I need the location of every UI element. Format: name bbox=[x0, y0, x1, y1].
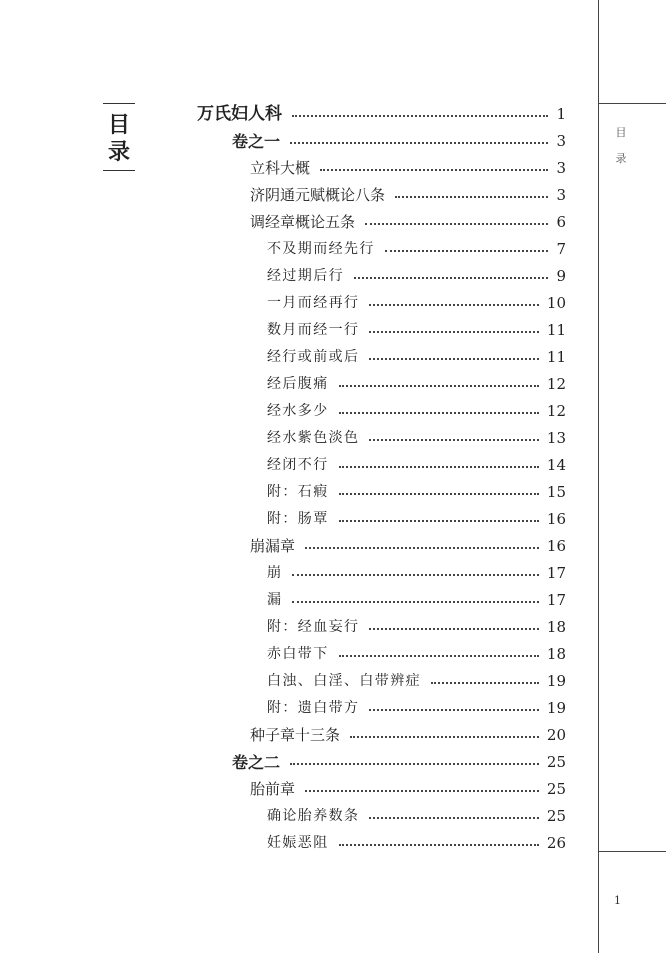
toc-entry-title: 附：经血妄行 bbox=[267, 619, 360, 635]
toc-entry-page: 3 bbox=[556, 186, 566, 204]
toc-entry-title: 崩 bbox=[267, 565, 283, 581]
toc-entry[interactable] bbox=[0, 371, 598, 398]
toc-entry[interactable] bbox=[0, 290, 598, 317]
toc-entry-title: 万氏妇人科 bbox=[197, 104, 282, 124]
toc-entry-page: 3 bbox=[556, 159, 566, 177]
toc-entry-note: 概论八条 bbox=[325, 186, 386, 204]
dot-leader bbox=[365, 223, 548, 225]
toc-entry-page: 13 bbox=[546, 429, 566, 447]
margin-label-char-2: 录 bbox=[615, 152, 627, 165]
toc-entry-title: 卷之二 bbox=[232, 753, 281, 772]
toc-entry-page: 25 bbox=[546, 780, 566, 798]
toc-entry-page: 18 bbox=[546, 618, 566, 636]
dot-leader bbox=[369, 358, 539, 360]
dot-leader bbox=[395, 196, 548, 198]
toc-entry-title: 卷之一 bbox=[232, 132, 281, 151]
toc-entry[interactable] bbox=[0, 425, 598, 452]
vertical-title-char-1: 目 bbox=[107, 112, 130, 138]
toc-entry[interactable] bbox=[0, 641, 598, 668]
dot-leader bbox=[292, 574, 539, 576]
dot-leader bbox=[290, 142, 548, 144]
margin-bottom-rule bbox=[598, 851, 666, 852]
dot-leader bbox=[369, 304, 539, 306]
toc-entry[interactable] bbox=[0, 776, 598, 803]
toc-entry-page: 19 bbox=[546, 699, 566, 717]
toc-entry[interactable] bbox=[0, 101, 598, 128]
toc-entry[interactable] bbox=[0, 722, 598, 749]
dot-leader bbox=[339, 493, 539, 495]
toc-entry-page: 11 bbox=[546, 348, 566, 366]
margin-label-char-1: 目 bbox=[615, 126, 627, 139]
toc-entry[interactable] bbox=[0, 317, 598, 344]
toc-entry[interactable] bbox=[0, 128, 598, 155]
toc-entry-page: 9 bbox=[556, 267, 566, 285]
toc-entry[interactable] bbox=[0, 155, 598, 182]
toc-entry-title: 数月而经一行 bbox=[267, 322, 360, 338]
dot-leader bbox=[339, 844, 539, 846]
dot-leader bbox=[369, 331, 539, 333]
toc-entry-title: 妊娠恶阻 bbox=[267, 835, 329, 851]
toc-entry-title: 经水紫色淡色 bbox=[267, 430, 360, 446]
dot-leader bbox=[350, 736, 539, 738]
dot-leader bbox=[305, 547, 539, 549]
toc-entry-title: 调经章 bbox=[250, 213, 296, 231]
toc-entry-page: 14 bbox=[546, 456, 566, 474]
dot-leader bbox=[354, 277, 548, 279]
toc-entry-page: 25 bbox=[546, 753, 566, 771]
dot-leader bbox=[339, 385, 539, 387]
page-number: 1 bbox=[614, 894, 621, 907]
toc-entry-title: 附：石瘕 bbox=[267, 484, 329, 500]
toc-entry-title: 漏 bbox=[267, 592, 283, 608]
margin-vertical-rule bbox=[598, 0, 599, 953]
dot-leader bbox=[320, 169, 548, 171]
vertical-title-char-2: 录 bbox=[107, 139, 130, 165]
toc-entry[interactable] bbox=[0, 614, 598, 641]
toc-entry-title: 经过期后行 bbox=[267, 268, 344, 284]
toc-entry-page: 26 bbox=[546, 834, 566, 852]
toc-entry-title: 经行或前或后 bbox=[267, 349, 360, 365]
toc-entry-page: 17 bbox=[546, 591, 566, 609]
toc-entry-page: 16 bbox=[546, 537, 566, 555]
toc-entry-page: 7 bbox=[556, 240, 566, 258]
toc-entry-page: 10 bbox=[546, 294, 566, 312]
toc-entry-title: 白浊、白淫、白带辨症 bbox=[267, 673, 421, 689]
dot-leader bbox=[385, 250, 548, 252]
toc-entry[interactable] bbox=[0, 182, 598, 209]
dot-leader bbox=[339, 655, 539, 657]
toc-entry-page: 15 bbox=[546, 483, 566, 501]
toc-entry[interactable] bbox=[0, 695, 598, 722]
toc-entry-note: 十三条 bbox=[295, 726, 341, 744]
toc-entry[interactable] bbox=[0, 209, 598, 236]
toc-entry[interactable] bbox=[0, 479, 598, 506]
toc-entry-title: 附：遗白带方 bbox=[267, 700, 360, 716]
toc-entry[interactable] bbox=[0, 533, 598, 560]
toc-entry-title: 经水多少 bbox=[267, 403, 329, 419]
toc-entry-page: 18 bbox=[546, 645, 566, 663]
toc-entry-page: 1 bbox=[556, 105, 566, 123]
toc-entry-page: 17 bbox=[546, 564, 566, 582]
toc-entry-title: 立科大概 bbox=[250, 159, 311, 177]
toc-entry-title: 济阴通元赋 bbox=[250, 186, 326, 204]
toc-entry-title: 经闭不行 bbox=[267, 457, 329, 473]
toc-entry-title: 确论胎养数条 bbox=[267, 808, 360, 824]
toc-entry-title: 崩漏章 bbox=[250, 537, 296, 555]
toc-entry[interactable] bbox=[0, 560, 598, 587]
toc-entry-page: 16 bbox=[546, 510, 566, 528]
dot-leader bbox=[339, 466, 539, 468]
toc-entry-page: 6 bbox=[556, 213, 566, 231]
margin-top-rule bbox=[598, 103, 666, 104]
toc-entry-page: 20 bbox=[546, 726, 566, 744]
toc-entry-page: 11 bbox=[546, 321, 566, 339]
toc-entry-title: 附：肠覃 bbox=[267, 511, 329, 527]
toc-entry-title: 胎前章 bbox=[250, 780, 296, 798]
toc-entry[interactable] bbox=[0, 236, 598, 263]
toc-entry-page: 12 bbox=[546, 402, 566, 420]
toc-entry-title: 种子章 bbox=[250, 726, 296, 744]
toc-entry[interactable] bbox=[0, 344, 598, 371]
toc-entry[interactable] bbox=[0, 803, 598, 830]
dot-leader bbox=[292, 601, 539, 603]
dot-leader bbox=[431, 682, 539, 684]
dot-leader bbox=[369, 709, 539, 711]
toc-entry-page: 19 bbox=[546, 672, 566, 690]
toc-entry-note: 概论五条 bbox=[295, 213, 356, 231]
dot-leader bbox=[339, 520, 539, 522]
toc-entry[interactable] bbox=[0, 263, 598, 290]
margin-label bbox=[614, 120, 628, 172]
dot-leader bbox=[290, 763, 539, 765]
dot-leader bbox=[339, 412, 539, 414]
dot-leader bbox=[292, 115, 548, 117]
toc-entry-title: 赤白带下 bbox=[267, 646, 329, 662]
toc-entry[interactable] bbox=[0, 749, 598, 776]
toc-entry[interactable] bbox=[0, 398, 598, 425]
dot-leader bbox=[369, 817, 539, 819]
toc-entry[interactable] bbox=[0, 587, 598, 614]
toc-entry-page: 3 bbox=[556, 132, 566, 150]
toc-entry-title: 不及期而经先行 bbox=[267, 241, 375, 257]
toc-entry[interactable] bbox=[0, 452, 598, 479]
toc-entry[interactable] bbox=[0, 830, 598, 857]
dot-leader bbox=[369, 628, 539, 630]
toc-entry[interactable] bbox=[0, 506, 598, 533]
dot-leader bbox=[369, 439, 539, 441]
toc-entry[interactable] bbox=[0, 668, 598, 695]
toc-entry-title: 一月而经再行 bbox=[267, 295, 360, 311]
toc-entry-page: 12 bbox=[546, 375, 566, 393]
toc-entry-title: 经后腹痛 bbox=[267, 376, 329, 392]
toc-entry-page: 25 bbox=[546, 807, 566, 825]
dot-leader bbox=[305, 790, 539, 792]
